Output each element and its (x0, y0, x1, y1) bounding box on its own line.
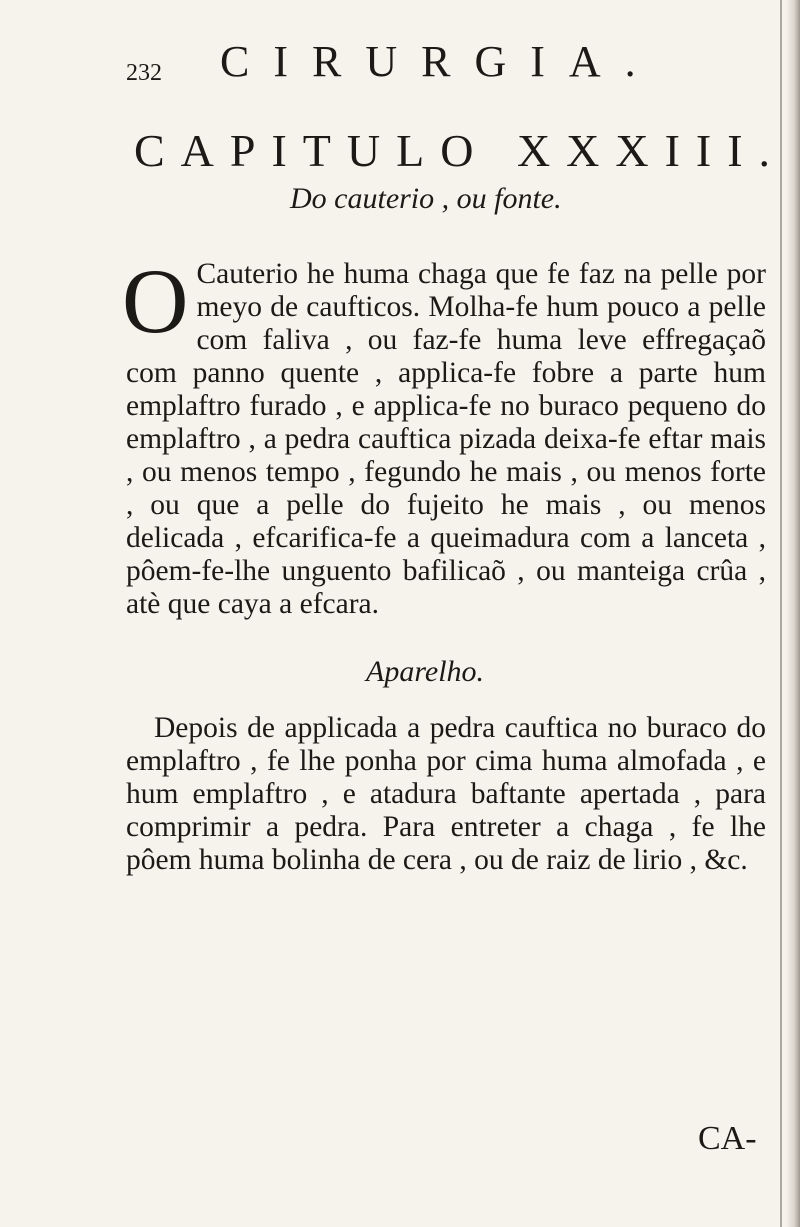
chapter-heading: CAPITULO XXXIII. (134, 125, 787, 176)
page-number: 232 (126, 60, 162, 86)
chapter-subtitle: Do cauterio , ou fonte. (290, 182, 562, 215)
running-head: CIRURGIA. (220, 37, 660, 86)
drop-cap: O (122, 250, 189, 352)
section-heading: Aparelho. (366, 655, 485, 688)
page-edge-shadow (786, 0, 800, 1227)
paragraph-2: Depois de applicada a pedra cauftica no buraco do emplaftro , fe lhe ponha por cima huma almofada , e hum emplaftro , e atadura baftante apertada , para comprimir a pedra. Para entreter a chaga , fe lhe pôem huma bolinha de cera , ou de raiz de lirio , &c. (126, 712, 766, 876)
paragraph-1 (122, 250, 766, 621)
catchword: CA- (698, 1120, 757, 1157)
page-binding-line (780, 0, 782, 1227)
paragraph-1-text: Cauterio he huma chaga que fe faz na pelle por meyo de caufticos. Molha-fe hum pouco a pelle com faliva , ou faz-fe huma leve effregaçaõ com panno quente , applica-fe fobre a parte hum emplaftro furado , e applica-fe no buraco pequeno do emplaftro , a pedra cauftica pizada deixa-fe eftar mais , ou menos tempo , fegundo he mais , ou menos forte , ou que a pelle do fujeito he mais , ou menos delicada , efcarifica-fe a queimadura com a lanceta , pôem-fe-lhe unguento bafilicaõ , ou manteiga crûa , atè que caya a efcara. (126, 258, 766, 620)
